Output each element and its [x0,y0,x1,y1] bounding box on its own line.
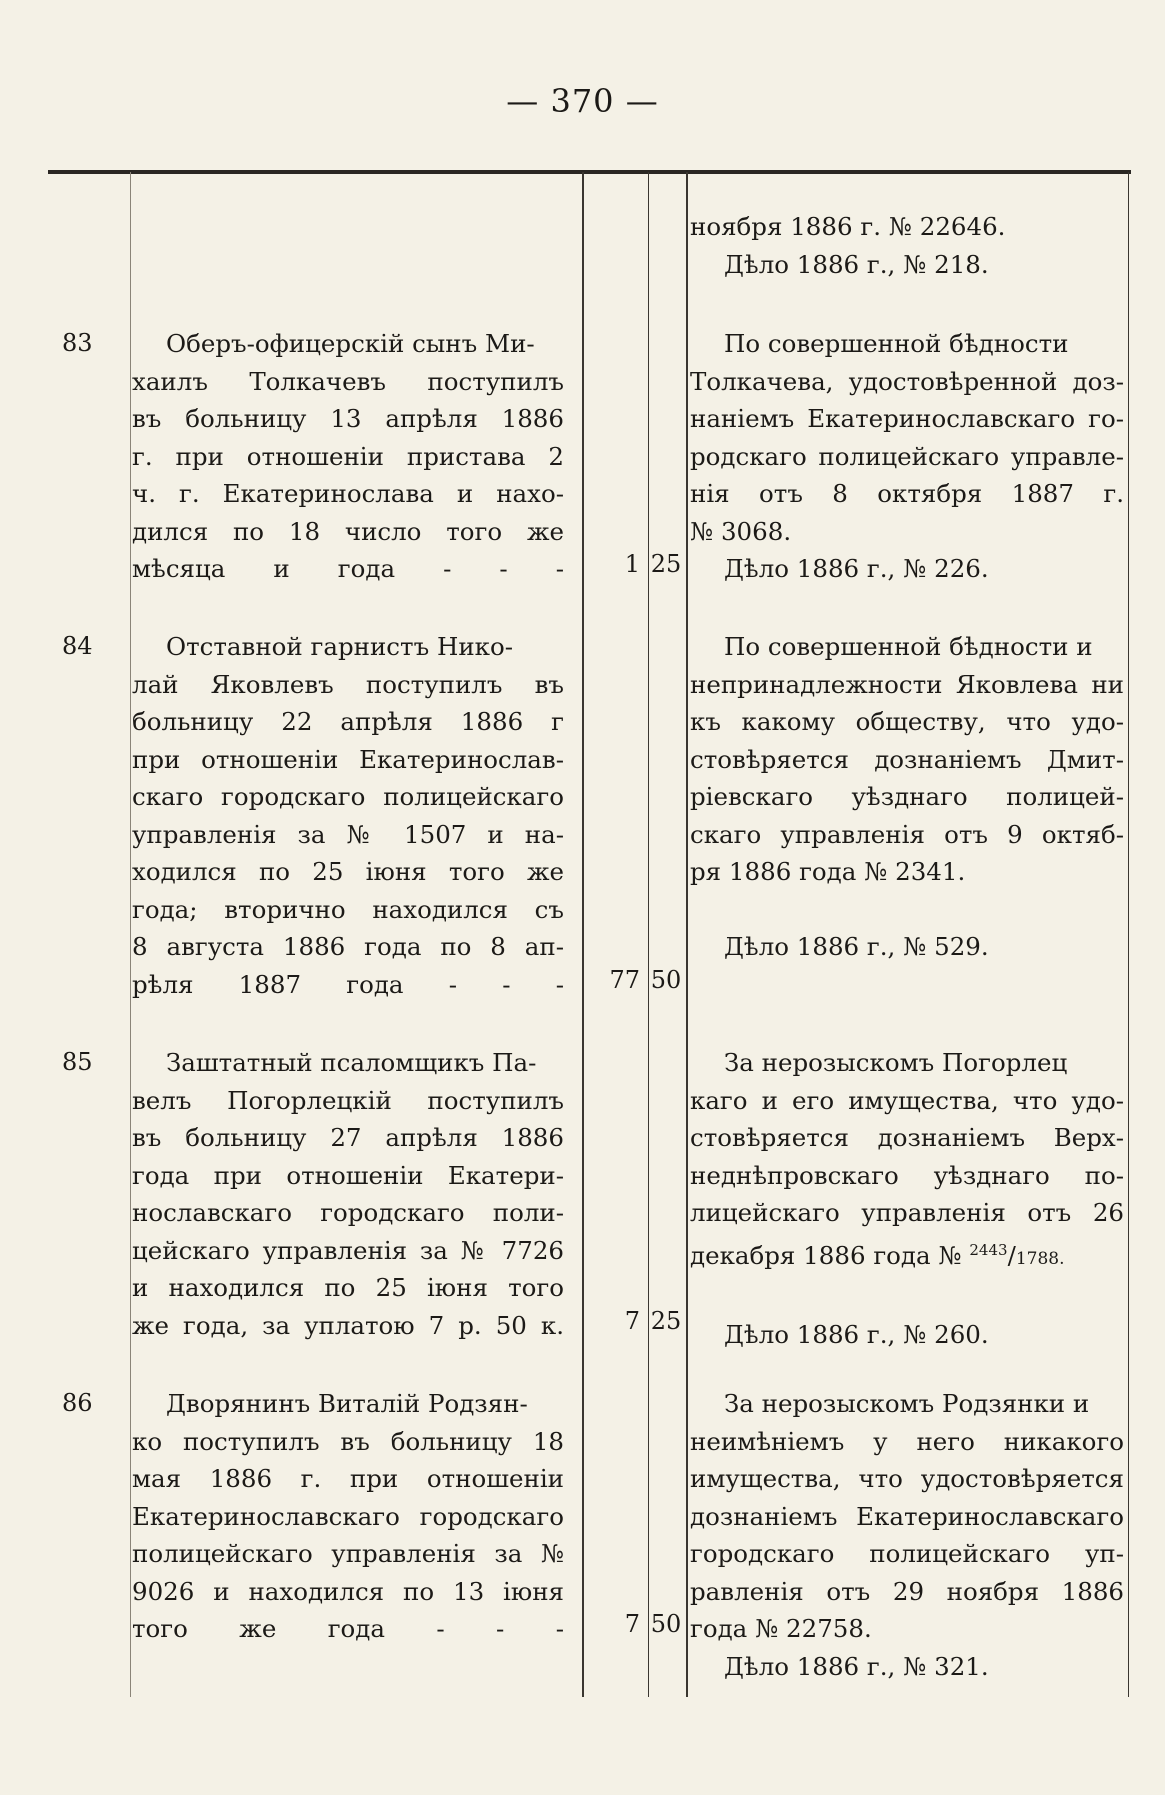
patient-text [132,1044,564,1344]
amount-kopecks: 25 [650,550,682,578]
text-line: ріевскаго уѣзднаго полицей- [690,782,1124,811]
text-line: Заштатный псаломщикъ Па- [166,1048,537,1077]
text-line: лицейскаго управленія отъ 26 [690,1198,1124,1227]
text-line: нія отъ 8 октября 1887 г. [690,479,1124,508]
fraction-numerator: 2443 [969,1240,1008,1259]
basis-text [690,628,1124,966]
text-line: мѣсяца и года - - - [132,554,564,583]
basis-text [690,325,1124,588]
text-line: больницу 22 апрѣля 1886 г [132,707,564,736]
text-line: цейскаго управленія за № 7726 [132,1235,564,1265]
text-line: № 3068. [690,516,792,546]
column-divider [1128,172,1129,1697]
text-line: полицейскаго управленія за № [132,1539,564,1568]
text-line: имущества, что удостовѣряется [690,1464,1124,1493]
text-line: хаилъ Толкачевъ поступилъ [132,366,564,396]
text-line: дознаніемъ Екатеринославскаго [690,1501,1124,1531]
text-line: наніемъ Екатеринославскаго го- [690,404,1124,433]
text-line: Отставной гарнистъ Нико- [166,632,513,661]
text-line: За нерозыскомъ Погорлец [724,1048,1068,1077]
text-line: года при отношеніи Екатери- [132,1160,564,1190]
amount-rubles: 7 [624,1610,640,1638]
text-line: Екатеринославскаго городскаго [132,1501,564,1531]
text-line: стовѣряется дознаніемъ Дмит- [690,744,1124,774]
column-divider [686,172,688,1697]
text-line: 8 августа 1886 года по 8 ап- [132,932,564,961]
text-line: скаго городскаго полицейскаго [132,782,564,811]
text-line: декабря 1886 года № $^{2443}$/1788. [690,1240,1065,1270]
text-line: г. при отношеніи пристава 2 [132,441,564,471]
text-line: и находился по 25 іюня того [132,1273,564,1302]
text-line: непринадлежности Яковлева ни [690,669,1124,699]
text-line: года № 22758. [690,1614,872,1643]
basis-text [690,1385,1124,1685]
text-line: при отношеніи Екатеринослав- [132,744,564,774]
text-line: неимѣніемъ у него никакого [690,1426,1124,1456]
text-line: Дворянинъ Виталій Родзян- [166,1389,528,1418]
amount-rubles: 77 [609,966,640,994]
case-reference: Дѣло 1886 г., № 260. [724,1319,989,1349]
text-line: По совершенной бѣдности [724,329,1069,358]
text-line: лай Яковлевъ поступилъ въ [132,669,564,699]
text-line: нославскаго городскаго поли- [132,1198,564,1227]
patient-text [132,325,564,588]
text-line: того же года - - - [132,1614,564,1643]
basis-text [690,208,1124,283]
text-fragment: декабря 1886 года № [690,1240,962,1270]
text-line: ко поступилъ въ больницу 18 [132,1426,564,1456]
fraction-denominator: 1788. [1015,1248,1065,1269]
entry-number: 84 [62,632,93,660]
text-line: равленія отъ 29 ноября 1886 [690,1576,1124,1606]
case-reference: Дѣло 1886 г., № 226. [724,554,989,583]
text-line: За нерозыскомъ Родзянки и [724,1389,1090,1418]
text-line: въ больницу 27 апрѣля 1886 [132,1123,564,1152]
text-line: каго и его имущества, что удо- [690,1085,1124,1115]
text-line: года; вторично находился съ [132,894,564,924]
text-line: мая 1886 г. при отношеніи [132,1464,564,1493]
text-line: стовѣряется дознаніемъ Верх- [690,1123,1124,1152]
text-line: 9026 и находился по 13 іюня [132,1576,564,1606]
basis-text [690,1044,1124,1353]
text-line: ч. г. Екатеринослава и нахо- [132,479,564,508]
text-line: ходился по 25 іюня того же [132,857,564,886]
text-line: дился по 18 число того же [132,516,564,546]
patient-text [132,1385,564,1648]
text-line: скаго управленія отъ 9 октяб- [690,819,1124,849]
text-line: управленія за № 1507 и на- [132,819,564,849]
text-line: же года, за уплатою 7 р. 50 к. [132,1310,564,1340]
column-divider [130,172,131,1697]
amount-rubles: 1 [624,550,640,578]
text-line: городскаго полицейскаго уп- [690,1539,1124,1568]
text-line: въ больницу 13 апрѣля 1886 [132,404,564,433]
amount-kopecks: 50 [650,1610,682,1638]
text-line: Толкачева, удостовѣренной доз- [690,366,1124,396]
text-line: Оберъ-офицерскій сынъ Ми- [166,329,535,358]
amount-rubles: 7 [624,1307,640,1335]
text-line: неднѣпровскаго уѣзднаго по- [690,1160,1124,1190]
entry-number: 86 [62,1389,93,1417]
case-reference: Дѣло 1886 г., № 529. [724,932,989,961]
text-line: рѣля 1887 года - - - [132,969,564,999]
amount-kopecks: 25 [650,1307,682,1335]
patient-text [132,628,564,1003]
text-line: ря 1886 года № 2341. [690,857,966,886]
text-line: родскаго полицейскаго управле- [690,441,1124,471]
amount-kopecks: 50 [650,966,682,994]
text-line: велъ Погорлецкій поступилъ [132,1085,564,1115]
text-line: ноября 1886 г. № 22646. [690,212,1006,241]
entry-number: 85 [62,1048,93,1076]
text-line: къ какому обществу, что удо- [690,707,1124,736]
column-divider [648,172,649,1697]
page-number: — 370 — [506,82,659,120]
column-divider [582,172,584,1697]
text-line: По совершенной бѣдности и [724,632,1093,661]
entry-number: 83 [62,329,93,357]
table-top-rule [48,170,1131,174]
case-reference: Дѣло 1886 г., № 321. [724,1651,989,1681]
case-reference: Дѣло 1886 г., № 218. [724,249,989,279]
